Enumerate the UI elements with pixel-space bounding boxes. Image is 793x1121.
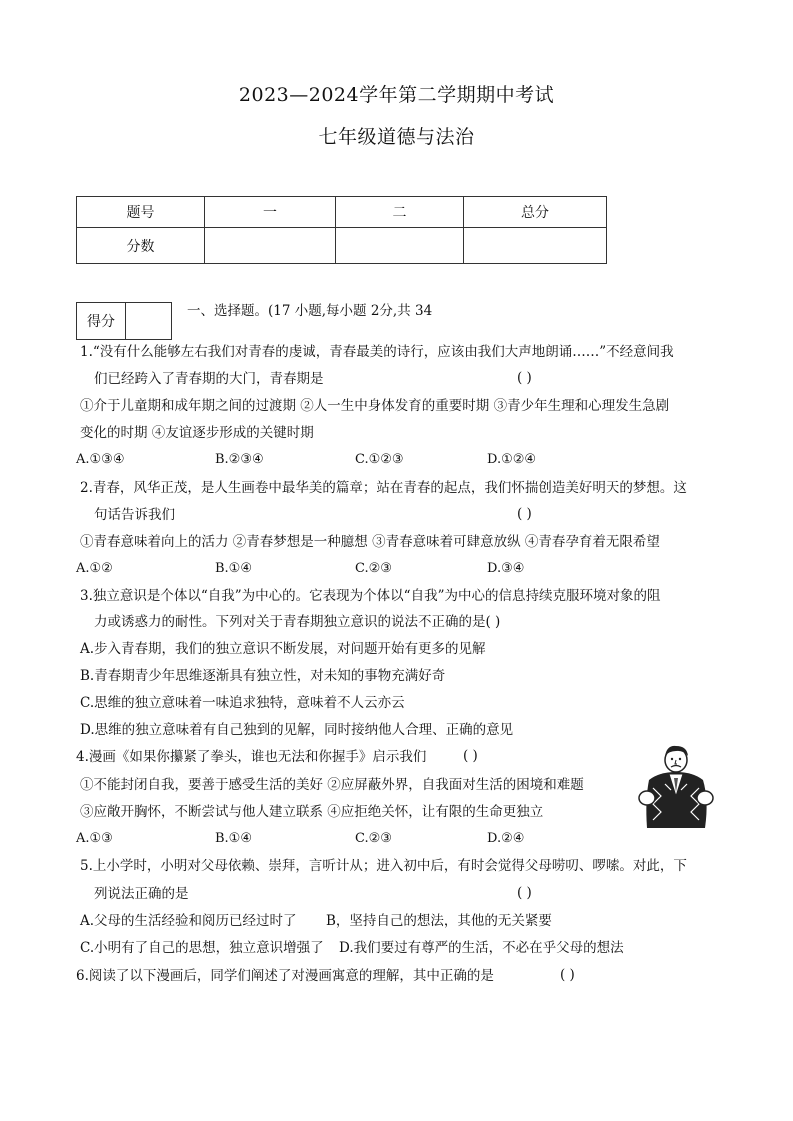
score-row-label: 分数 — [77, 228, 205, 264]
exam-title: 2023—2024学年第二学期期中考试 — [238, 84, 555, 106]
q4-option-b: B.①④ — [215, 831, 252, 846]
q2-line1: 2.青春，风华正茂，是人生画卷中最华美的篇章；站在青春的起点，我们怀揣创造美好明天的梦想。这 — [80, 480, 687, 496]
cartoon-clenched-fist-icon — [635, 740, 717, 832]
q1-answer-paren: ( ) — [517, 370, 532, 386]
q1-option-d: D.①②④ — [487, 452, 537, 467]
q4-answer-paren: ( ) — [463, 748, 478, 764]
q4-option-a: A.①③ — [76, 831, 113, 846]
q5-answer-paren: ( ) — [517, 885, 532, 901]
q4-statement-2: ③应敞开胸怀，不断尝试与他人建立联系 ④应拒绝关怀，让有限的生命更独立 — [80, 804, 544, 820]
q6-line1: 6.阅读了以下漫画后，同学们阐述了对漫画寓意的理解，其中正确的是 — [76, 968, 494, 984]
score-cell-total — [464, 228, 607, 264]
q2-option-d: D.③④ — [487, 561, 525, 576]
section-score-box — [76, 302, 172, 340]
q2-line2: 句话告诉我们 — [94, 507, 175, 523]
q3-line2: 力或诱惑力的耐性。下列对关于青春期独立意识的说法不正确的是( ) — [94, 614, 501, 630]
score-header-number: 题号 — [77, 197, 205, 228]
q3-option-d: D.思维的独立意味着有自己独到的见解，同时接纳他人合理、正确的意见 — [80, 722, 514, 738]
section-heading: 一、选择题。(17 小题,每小题 2分,共 34 — [187, 303, 433, 319]
q2-option-c: C.②③ — [355, 561, 392, 576]
q4-option-d: D.②④ — [487, 831, 525, 846]
score-header-two: 二 — [336, 197, 464, 228]
q5-option-b: B，坚持自己的想法，其他的无关紧要 — [326, 913, 552, 929]
q5-line2: 列说法正确的是 — [94, 886, 189, 902]
q1-option-c: C.①②③ — [355, 452, 404, 467]
q1-line1: 1.“没有什么能够左右我们对青春的虔诚，青春最美的诗行，应该由我们大声地朗诵……”不经意间我 — [80, 344, 674, 360]
q3-option-c: C.思维的独立意味着一味追求独特，意味着不人云亦云 — [80, 695, 405, 711]
q4-line1: 4.漫画《如果你攥紧了拳头，谁也无法和你握手》启示我们 — [76, 749, 427, 765]
q2-answer-paren: ( ) — [517, 506, 532, 522]
exam-subtitle: 七年级道德与法治 — [318, 126, 475, 148]
q1-option-a: A.①③④ — [76, 452, 125, 467]
q1-line2: 们已经跨入了青春期的大门，青春期是 — [94, 371, 324, 387]
q2-statement-1: ①青春意味着向上的活力 ②青春梦想是一种臆想 ③青春意味着可肆意放纵 ④青春孕育着无限希望 — [80, 534, 660, 550]
q5-line1: 5.上小学时，小明对父母依赖、崇拜，言听计从；进入初中后，有时会觉得父母唠叨、啰嗦。对此，下 — [80, 858, 687, 874]
q3-option-b: B.青春期青少年思维逐渐具有独立性，对未知的事物充满好奇 — [80, 668, 446, 684]
q4-statement-1: ①不能封闭自我，要善于感受生活的美好 ②应屏蔽外界，自我面对生活的困境和难题 — [80, 777, 584, 793]
q5-option-a: A.父母的生活经验和阅历已经过时了 — [80, 913, 297, 929]
q5-option-d: D.我们要过有尊严的生活，不必在乎父母的想法 — [339, 940, 624, 956]
q2-option-b: B.①④ — [215, 561, 252, 576]
score-header-one: 一 — [205, 197, 336, 228]
score-table — [76, 196, 607, 264]
q1-statement-2: 变化的时期 ④友谊逐步形成的关键时期 — [80, 425, 314, 441]
q3-line1: 3.独立意识是个体以“自我”为中心的。它表现为个体以“自我”为中心的信息持续克服环境对象的阻 — [80, 588, 661, 604]
score-cell-one — [205, 228, 336, 264]
q2-option-a: A.①② — [76, 561, 113, 576]
q6-answer-paren: ( ) — [560, 967, 575, 983]
score-cell-two — [336, 228, 464, 264]
q3-option-a: A.步入青春期，我们的独立意识不断发展，对问题开始有更多的见解 — [80, 641, 486, 657]
section-score-label: 得分 — [77, 303, 126, 339]
q1-statement-1: ①介于儿童期和成年期之间的过渡期 ②人一生中身体发育的重要时期 ③青少年生理和心理发生急剧 — [80, 398, 670, 414]
q5-option-c: C.小明有了自己的思想，独立意识增强了 — [80, 940, 324, 956]
score-header-total: 总分 — [464, 197, 607, 228]
q1-option-b: B.②③④ — [215, 452, 264, 467]
q4-option-c: C.②③ — [355, 831, 392, 846]
section-score-value — [126, 303, 171, 339]
